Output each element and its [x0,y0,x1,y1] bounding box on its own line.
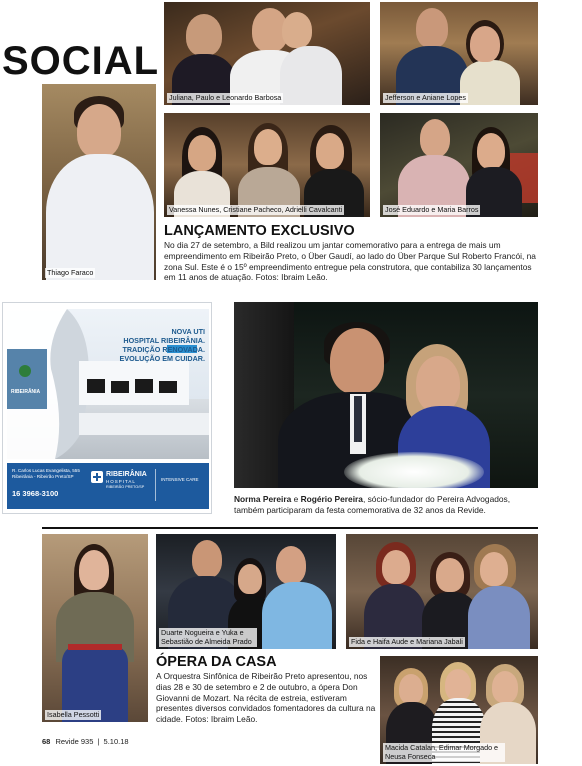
ad-phone: 16 3968-3100 [12,489,59,498]
photo-juliana-paulo-leonardo [164,2,370,105]
ad-address: R. Carlos Lucas Evangelista, 555 Ribeirânia - Ribeirão Preto/SP [12,468,80,479]
section-divider [42,527,538,529]
article-title: LANÇAMENTO EXCLUSIVO [164,223,355,239]
ad-brand-sub2: RIBEIRÃO PRETO/SP [106,485,145,489]
couple-name-2: Rogério Pereira [300,494,363,504]
article-body: No dia 27 de setembro, a Bild realizou um jantar comemorativo para a entrega de mais um empreendimento em Ribeirão Preto, o Über Gaudí, ao lado do Über Parque Sul Roberto Francói, na zona Sul. Este é o 15º empreendimento entregue pela construtora, que contabiliza 30 lançamentos em 11 anos de atuação. Fotos: Ibraim Leão. [164,240,536,283]
ad-headline-line: TRADIÇÃO RENOVADA. [122,345,205,354]
caption: Jefferson e Aniane Lopes [385,92,466,102]
ad-headline-line: NOVA UTI [171,327,205,336]
caption: Thiago Faraco [47,267,94,277]
ad-brand-sub: HOSPITAL [106,479,136,484]
caption: José Eduardo e Maria Barros [385,204,479,214]
ad-headline [89,327,205,363]
ribeirania-logo [91,471,103,483]
photo-norma-rogerio [234,302,538,488]
caption: Vanessa Nunes, Cristiane Pacheco, Adrielli Cavalcanti [169,204,343,214]
caption: Duarte Nogueira e Yuka e Sebastião de Almeida Prado [159,628,257,647]
section-title: SOCIAL [2,39,160,83]
photo-thiago-faraco [42,84,156,280]
photo-jefferson-aniane [380,2,538,105]
page-footer [42,737,129,746]
article-body: A Orquestra Sinfônica de Ribeirão Preto apresentou, nos dias 28 e 30 de setembro e 2 de outubro, a ópera Don Giovanni de Mozart. Na récita de estreia, estiveram presentes diversos convidados fomentadores da cultura na cidade. Fotos: Ibraim Leão. [156,671,376,725]
couple-caption [234,494,538,516]
photo-isabella-pessotti [42,534,148,722]
ad-sign: RIBEIRÂNIA [11,389,41,395]
magazine-name: Revide 935 [55,737,94,746]
advertisement [2,302,212,514]
caption: Macida Catalan, Edimar Morgado e Neusa Fonseca [383,743,505,762]
ad-partner: INTENSIVE CARE [161,477,199,482]
photo-jose-eduardo-maria [380,113,538,217]
ad-footer-bar [7,463,209,509]
caption: Isabella Pessotti [47,709,100,719]
photo-duarte-yuka-sebastiao [156,534,336,649]
ad-headline-line: HOSPITAL RIBEIRÂNIA. [123,336,205,345]
page-number: 68 [42,737,51,746]
footer-separator: | [97,737,100,746]
couple-name-1: Norma Pereira [234,494,292,504]
photo-macida-edimar-neusa [380,656,538,764]
couple-conj: e [291,494,301,504]
couple-text: , sócio-fundador do Pereira Advogados, também participaram da festa comemorativa de 32 anos da Revide. [234,494,511,515]
photo-fida-haifa-mariana [346,534,538,649]
caption: Fida e Haifa Aude e Mariana Jabali [351,636,463,646]
ad-brand: RIBEIRÂNIA [106,471,147,478]
caption: Juliana, Paulo e Leonardo Barbosa [169,92,282,102]
ad-headline-line: EVOLUÇÃO EM CUIDAR. [119,354,205,363]
article-title: ÓPERA DA CASA [156,654,277,670]
issue-date: 5.10.18 [103,737,129,746]
photo-vanessa-cristiane-adrielli [164,113,370,217]
